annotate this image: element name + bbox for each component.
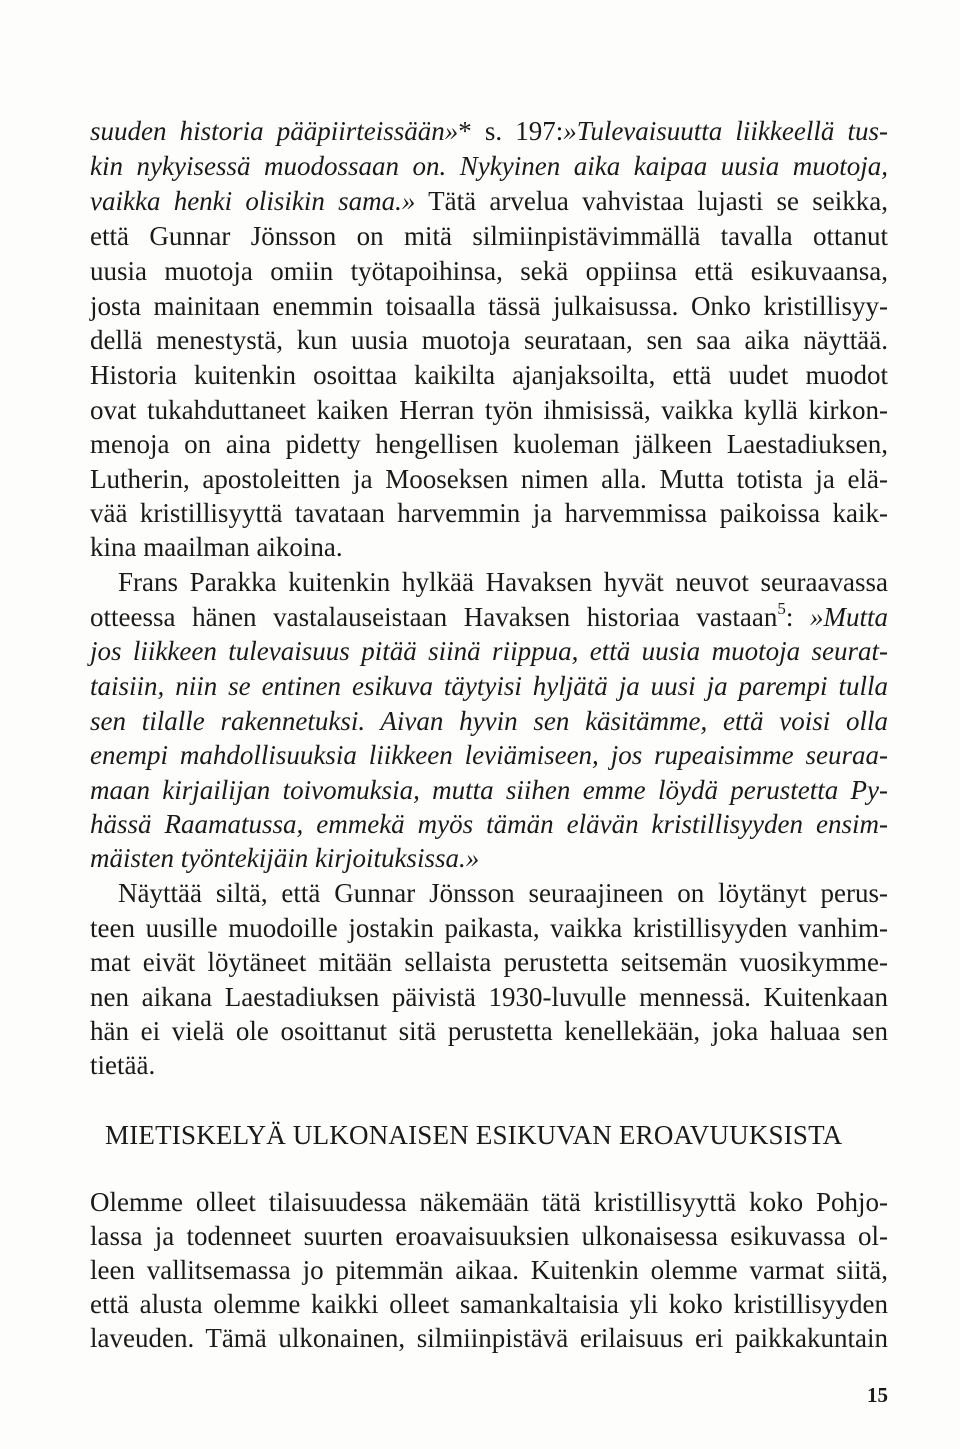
text-line: jos liikkeen tulevaisuus pitää siinä riippua, että uusia muotoja seurat- [90, 636, 888, 666]
text-line: lassa ja todenneet suurten eroavaisuuksien ulkonaisessa esikuvassa ol- [90, 1221, 888, 1251]
text-line: kina maailman aikoina. [90, 532, 343, 562]
italic-quote: suuden historia pääpiirteissään» [90, 116, 459, 146]
text-line: laveuden. Tämä ulkonainen, silmiinpistävä erilaisuus eri paikkakuntain [90, 1323, 888, 1353]
text-span: : [785, 602, 794, 632]
text-line: josta mainitaan enemmin toisaalla tässä julkaisussa. Onko kristillisyy- [90, 291, 888, 321]
italic-quote: vaikka henki olisikin sama.» [90, 186, 416, 216]
text-line: että alusta olemme kaikki olleet samankaltaisia yli koko kristillisyyden [90, 1289, 888, 1319]
text-line: uusia muotoja omiin työtapoihinsa, sekä oppiinsa että esikuvaansa, [90, 256, 888, 286]
text-line: maan kirjailijan toivomuksia, mutta siihen emme löydä perustetta Py- [90, 775, 888, 805]
text-line: ovat tukahduttaneet kaiken Herran työn ihmisissä, vaikka kyllä kirkon- [90, 395, 888, 425]
text-line: Näyttää siltä, että Gunnar Jönsson seuraajineen on löytänyt perus- [118, 878, 888, 908]
text-line: Lutherin, apostoleitten ja Mooseksen nimen alla. Mutta totista ja elä- [90, 464, 888, 494]
text-line: enempi mahdollisuuksia liikkeen leviämiseen, jos rupeaisimme seuraa- [90, 740, 888, 770]
text-line: mat eivät löytäneet mitään sellaista perustetta seitsemän vuosikymme- [90, 947, 888, 977]
text-line: leen vallitsemassa jo pitemmän aikaa. Kuitenkin olemme varmat siitä, [90, 1255, 888, 1285]
citation: * s. 197: [458, 116, 564, 146]
footnote-marker: 5 [777, 599, 786, 618]
text-line: nen aikana Laestadiuksen päivistä 1930-luvulle mennessä. Kuitenkaan [90, 982, 888, 1012]
text-line: kin nykyisessä muodossaan on. Nykyinen aika kaipaa uusia muotoja, [90, 151, 888, 181]
text-line: että Gunnar Jönsson on mitä silmiinpistävimmällä tavalla ottanut [90, 221, 888, 251]
italic-quote: »Tulevaisuutta liikkeellä tus- [563, 116, 888, 146]
text-line [90, 114, 888, 148]
text-line: tietää. [90, 1050, 156, 1080]
text-line: sen tilalle rakennetuksi. Aivan hyvin sen käsitämme, että voisi olla [90, 706, 888, 736]
text-line: teen uusille muodoille jostakin paikasta, vaikka kristillisyyden vanhim- [90, 913, 888, 943]
text-span: otteessa hänen vastalauseistaan Havaksen historiaa vastaan [90, 602, 778, 632]
text-line [90, 184, 888, 218]
text-line [90, 600, 888, 634]
text-line: taisiin, niin se entinen esikuva täytyisi hyljätä ja uusi ja parempi tulla [90, 671, 888, 701]
page-number: 15 [867, 1383, 888, 1407]
text-line: Frans Parakka kuitenkin hylkää Havaksen hyvät neuvot seuraavassa [118, 567, 888, 597]
text-line: Historia kuitenkin osoittaa kaikilta ajanjaksoilta, että uudet muodot [90, 360, 888, 390]
text-line: vää kristillisyyttä tavataan harvemmin ja harvemmissa paikoissa kaik- [90, 498, 888, 528]
text-span: Tätä arvelua vahvistaa lujasti se seikka, [415, 186, 888, 216]
text-line: menoja on aina pidetty hengellisen kuoleman jälkeen Laestadiuksen, [90, 429, 888, 459]
text-line: mäisten työntekijäin kirjoituksissa.» [90, 843, 480, 873]
italic-quote: »Mutta [810, 602, 888, 632]
text-line: hässä Raamatussa, emmekä myös tämän elävän kristillisyyden ensim- [90, 809, 888, 839]
text-line: hän ei vielä ole osoittanut sitä perustetta kenellekään, joka haluaa sen [90, 1016, 888, 1046]
text-line: dellä menestystä, kun uusia muotoja seurataan, sen saa aika näyttää. [90, 325, 888, 355]
text-line: Olemme olleet tilaisuudessa näkemään tätä kristillisyyttä koko Pohjo- [90, 1187, 888, 1217]
section-heading: MIETISKELYÄ ULKONAISEN ESIKUVAN EROAVUUKSISTA [105, 1120, 843, 1150]
